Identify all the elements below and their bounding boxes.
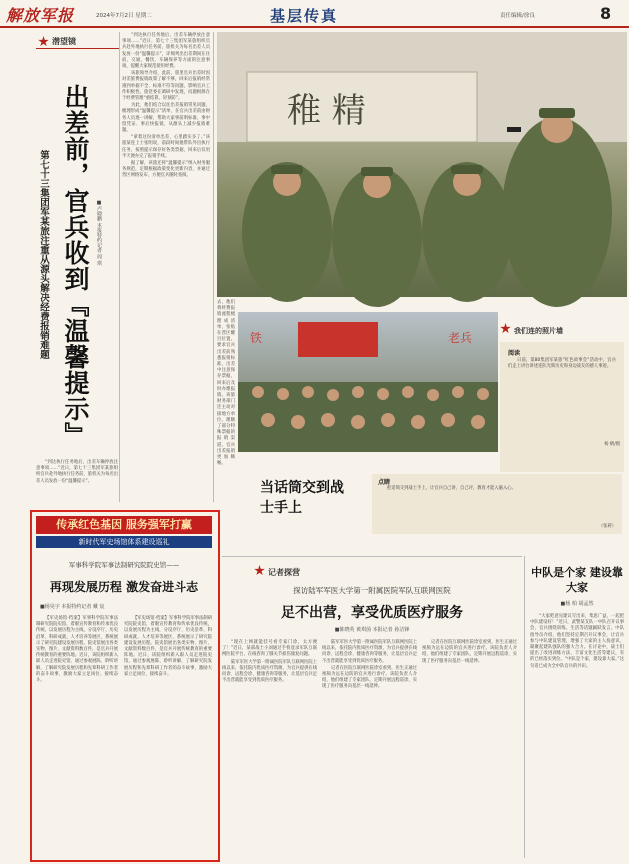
caption-side-text: 日前，第80集团军某旅“红色故事会”活动中，官兵们走上讲台讲述连队光辉历史和身边战友的感人事迹。: [508, 358, 616, 370]
caption-note-title: 点睛: [378, 479, 391, 486]
right-byline: ■杨 柏 胡孟然: [560, 601, 594, 607]
top-photo: [217, 32, 627, 297]
photo-wall-kicker: [500, 318, 624, 337]
column-rule: [119, 32, 120, 502]
page-number: 8: [600, 4, 612, 23]
caption-note-text: 把话筒交到战士手上，让官兵自己讲、自己评，教育才能入脑入心。: [387, 486, 516, 491]
museum-headline: 再现发展历程 激发奋进斗志: [49, 580, 199, 594]
reporter-body-col3: 记者在医院互联网医院诊室看到，医生正通过视频为远在边防的官兵进行诊疗。该院负责人介绍，他们组建了专家团队，定期开展远程巡诊，实现了医疗服务向基层一线延伸。: [422, 640, 517, 664]
right-headline: 中队是个家 建设靠大家: [531, 566, 623, 594]
reporter-headline: 足不出营，享受优质医疗服务: [281, 605, 463, 621]
section-rule: [222, 556, 522, 557]
star-icon: [38, 36, 49, 47]
wall-sign-2: 老兵: [448, 331, 473, 345]
reporter-body-col2: 陆军军医大学第一附属医院军队互联网医院上线以来，依托院内优质医疗资源，为官兵提供在线问诊、远程会诊、健康咨询等服务，让基层官兵足不出营就能享受到优质医疗服务。 记者在医院互联网医院诊室看到，医生正通过视频为远在边防的官兵进行诊疗。该院负责人介绍，他们组建了专家团队，定期开展远程巡诊，实现了医疗服务向基层一线延伸。: [322, 640, 417, 690]
wall-sign-1: 铁: [250, 331, 263, 345]
photo-caption-title: 当话筒交到战士手上: [260, 480, 344, 516]
feature-lead-text: “到达执行任务地后，出差车辆停放注意事项……”近日，第七十三集团军某旅组织官兵赴外地执行任务前，旅机关为每名出差人员发放一份“温馨提示”。: [36, 460, 118, 484]
caption-side-title: 阅读: [508, 350, 521, 357]
photo-wall-label: 我们连的照片墙: [514, 327, 563, 335]
star-icon: [500, 323, 511, 334]
issue-date: 2024年7月2日 星期二: [96, 13, 152, 19]
svg-text:稚 精: 稚 精: [287, 91, 366, 131]
reporter-deck: 探访陆军军医大学第一附属医院军队互联网医院: [293, 586, 451, 595]
column-rule: [524, 556, 525, 858]
kicker-rule: [36, 48, 120, 49]
photo-caption-box: [500, 342, 624, 472]
kicker-periscope: [38, 36, 76, 47]
reporter-byline: ■陈晓英 黄琪茵 本报记者 孙洁锋: [334, 627, 410, 633]
soldiers-photo-illustration: [217, 32, 627, 297]
photo-credit: 杨 帆/摄: [604, 442, 620, 447]
feature-byline: ■卢晓鹏 本报特约记者 周 琪: [96, 200, 102, 266]
newspaper-logo: 解放军报: [6, 6, 75, 25]
caption-note-author: （张莉）: [598, 524, 616, 529]
feature-headline: 出差前，官兵收到『温馨提示』: [61, 84, 90, 448]
right-body: “大家把意见建议写出来，集思广益，一起把中队建设好！”近日，武警某支队一中队召开议事会，官兵围绕训练、生活等话题踊跃发言。中队指导员介绍，他们坚持定期召开议事会，让官兵参与中队建设管理，增强了大家的主人翁意识，凝聚起建队强队的强大合力。在讨论中，战士们提出了改进训练方法、丰富文化生活等建议，有的已经落实到位。“中队是个家，建设靠大家。”这句话已成为全中队官兵的共识。: [530, 614, 624, 669]
museum-deck: 军事科学院军事法制研究院院史馆——: [68, 561, 180, 569]
column-rule: [213, 32, 214, 502]
second-photo: [238, 312, 498, 452]
feature-subhead: 第七十三集团军某旅注重从源头解决经费报销难题: [38, 150, 49, 359]
caption-note-box: [372, 474, 622, 534]
museum-body-col2: 【军史场馆·档案】军事科学院军事法制研究院院史馆，着眼宣传教育和传承优良传统，以发展历程为主线，分设序厅、历史沿革、科研成就、人才培养等展区，系统展示了研究院建设发展历程。院史馆展出各类实物、图片、文献资料数百件，是官兵开展传统教育的重要阵地。近日，该院组织新入职人员走进院史馆，通过参观展陈、聆听讲解，了解研究院发展历程和先辈科研工作者的奋斗故事，激励大家立足岗位、接续奋斗。: [124, 616, 212, 677]
reporter-body-col1: “现在上网就能挂号看专家门诊，太方便了！”近日，某部战士小刘通过手机登录军队互联网医院平台，在线咨询了膝关节损伤康复问题。 陆军军医大学第一附属医院军队互联网医院上线以来，依托院内优质医疗资源，为官兵提供在线问诊、远程会诊、健康咨询等服务，让基层官兵足不出营就能享受到优质医疗服务。: [222, 640, 317, 684]
reporter-kicker: [254, 560, 300, 579]
section-title: 基层传真: [270, 7, 339, 25]
feature-body: “到达执行任务地后，出差车辆停放注意事项……”近日，第七十三集团军某旅组织官兵赴外地执行任务前，旅机关为每名出差人员发放一份“温馨提示”，详细列出出差期间在住宿、交通、餐饮、车辆保养等方面的注意事项，提醒大家规范使用经费。 该旅领导介绍，此前，旅里官兵出差时因对差旅费报销政策了解不够，回来后报销经常遇到单据不全、标准不符等问题，影响官兵工作积极性。旅党委在调研中发现，问题根源在于经费管理“重结算、轻预防”。 为此，他们结合以往出差报销常见问题，梳理形成“温馨提示”清单，在官兵出差前由财务人员逐一讲解，帮助大家事前明标准、事中留凭证、事后快报销，从源头上减少报销难题。 “拿着这份清单出差，心里踏实多了。”该旅某连上士张明说，前段时间他带队外出执行任务，按照提示保存好各类票据，回来后仅用半天便办完了报销手续。 据了解，该旅还将“温馨提示”纳入财务服务规范，定期根据政策变化更新内容，并通过营区网络发布，方便官兵随时查阅。: [122, 33, 210, 179]
editor-credit: 责任编辑/徐良: [500, 13, 535, 19]
museum-body-col1: 【军史场馆·档案】军事科学院军事法制研究院院史馆，着眼宣传教育和传承优良传统，以发展历程为主线，分设序厅、历史沿革、科研成就、人才培养等展区，系统展示了研究院建设发展历程。院史馆展出各类实物、图片、文献资料数百件，是官兵开展传统教育的重要阵地。近日，该院组织新入职人员走进院史馆，通过参观展陈、聆听讲解，了解研究院发展历程和先辈科研工作者的奋斗故事，激励大家立足岗位、接续奋斗。: [36, 616, 118, 684]
series-banner: 传承红色基因 服务强军打赢: [36, 516, 212, 534]
star-icon: [254, 565, 265, 576]
kicker-label: 潜望镜: [52, 37, 76, 46]
audience-photo-illustration: [238, 312, 498, 452]
top-middle-text: 去，他们将经费报销流程梳理成清单，张贴在营区醒目位置，要求官兵出差前熟悉报销标准，出差中注意保存票据，回来后及时办理报销。该旅财务部门还主动对接地方单位，理顺了部分特殊票据的报销渠道，官兵出差报销更加顺畅。: [217, 300, 235, 467]
museum-byline: ■杨昊宇 本报特约记者 戴 宸: [40, 604, 105, 610]
reporter-kicker-label: 记者探营: [268, 568, 300, 577]
series-subbanner: 新时代军史场馆体系建设巡礼: [36, 536, 212, 548]
